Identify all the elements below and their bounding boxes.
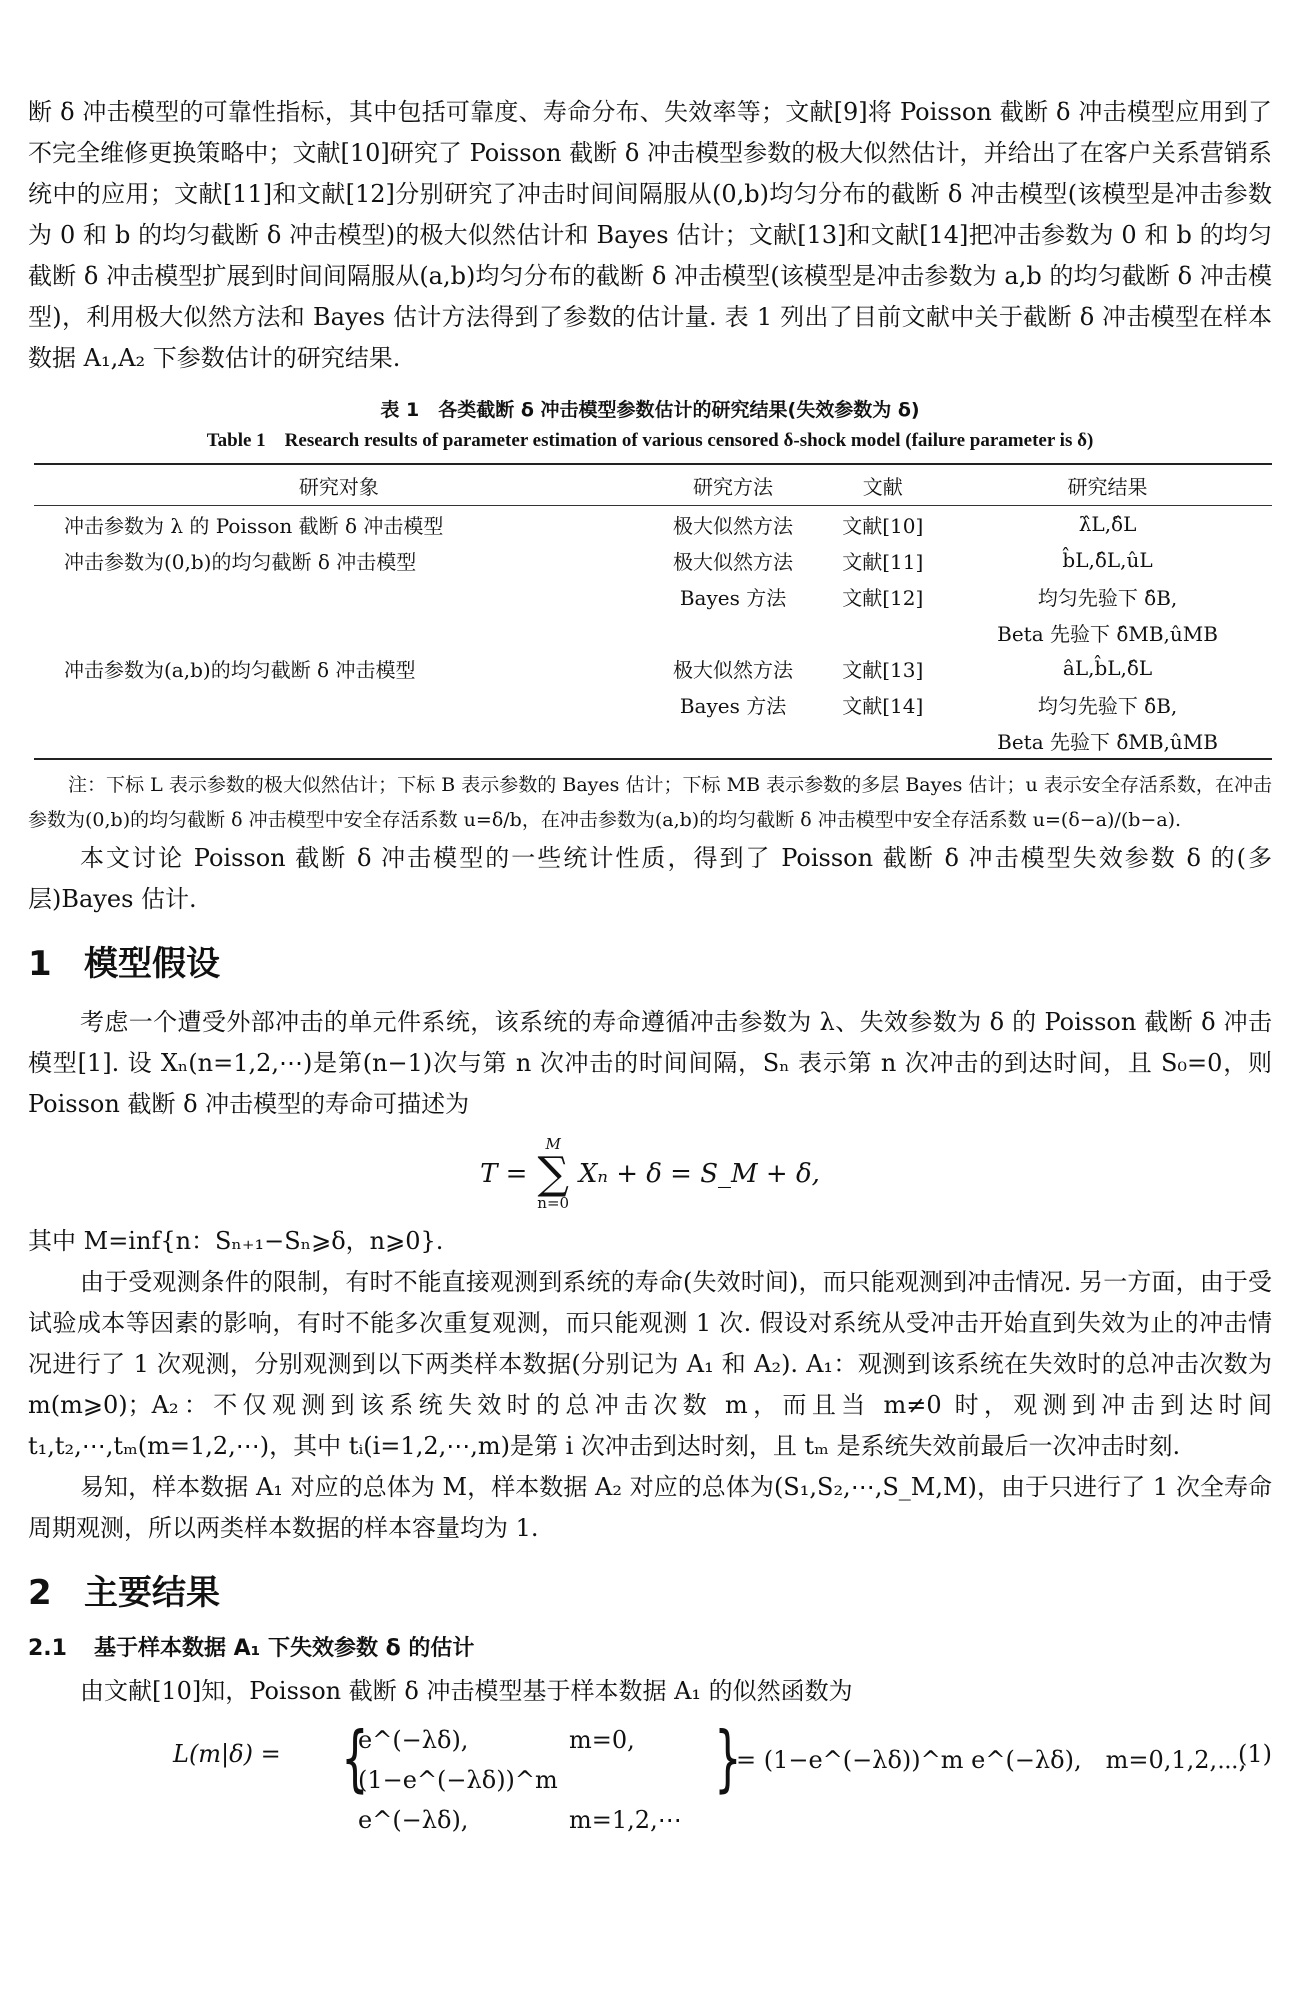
likelihood-cases [358, 1720, 682, 1840]
sum-lower-limit: n=0 [537, 1194, 570, 1212]
case-expression: (1−e^(−λδ))^m e^(−λδ), [358, 1766, 558, 1834]
cell-method [644, 614, 823, 650]
section-title: 主要结果 [84, 1573, 220, 1613]
table-note: 注：下标 L 表示参数的极大似然估计；下标 B 表示参数的 Bayes 估计；下标 MB 表示参数的多层 Bayes 估计；u 表示安全存活系数，在冲击参数为(0,b)的均匀截断 δ 冲击模型中安全存活系数 u=δ/b，在冲击参数为(a,b)的均匀截断 δ 冲击模型中安全存活系数 u=(δ−a)/(b−a). [28, 774, 1272, 831]
section1-paragraph-2: 其中 M=inf{n：Sₙ₊₁−Sₙ⩾δ，n⩾0}. [28, 1227, 444, 1255]
subsection-title: 基于样本数据 A₁ 下失效参数 δ 的估计 [94, 1636, 475, 1661]
subsection-heading-2-1 [28, 1631, 1272, 1667]
cell-reference: 文献[12] [842, 585, 924, 610]
lifetime-equation [28, 1135, 1272, 1213]
section-heading-1 [28, 940, 1272, 988]
section2-paragraph-1: 由文献[10]知，Poisson 截断 δ 冲击模型基于样本数据 A₁ 的似然函数为 [80, 1677, 853, 1705]
section-heading-2 [28, 1569, 1272, 1617]
equation-rhs: Xₙ + δ = S_M + δ, [578, 1159, 820, 1189]
case-condition: m=1,2,⋯ [569, 1806, 682, 1834]
cell-object [34, 686, 644, 722]
results-table [34, 463, 1272, 760]
header-method: 研究方法 [693, 474, 774, 499]
table-header-row [34, 464, 1272, 506]
likelihood-equation [28, 1716, 1272, 1834]
paper-page [28, 92, 1272, 1834]
equation-lhs: T = [480, 1159, 528, 1189]
cell-reference [822, 614, 943, 650]
cell-method: 极大似然方法 [673, 549, 794, 574]
table-caption-en: Table 1 Research results of parameter estimation of various censored δ-shock model (failure parameter is δ) [206, 430, 1094, 451]
cell-method: Bayes 方法 [679, 693, 787, 718]
likelihood-rhs: = (1−e^(−λδ))^m e^(−λδ), m=0,1,2,⋯, [736, 1746, 1247, 1774]
cell-result: Beta 先验下 δ̂MB,ûMB [997, 621, 1218, 646]
case-expression: e^(−λδ), [358, 1726, 469, 1754]
table-row [34, 722, 1272, 759]
cell-object: 冲击参数为 λ 的 Poisson 截断 δ 冲击模型 [64, 513, 444, 538]
cell-object: 冲击参数为(0,b)的均匀截断 δ 冲击模型 [64, 549, 417, 574]
cell-method: 极大似然方法 [673, 513, 794, 538]
cell-result: λ̂L,δ̂L [1078, 512, 1137, 536]
summation-symbol: M ∑ n=0 [537, 1135, 570, 1212]
section1-paragraph-3: 由于受观测条件的限制，有时不能直接观测到系统的寿命(失效时间)，而只能观测到冲击情况. 另一方面，由于受试验成本等因素的影响，有时不能多次重复观测，而只能观测 1 次. 假设对系统从受冲击开始直到失效为止的冲击情况进行了 1 次观测，分别观测到以下两类样本数据(分别记为 A₁ 和 A₂). A₁：观测到该系统在失效时的总冲击次数为 m(m⩾0)；A₂：不仅观测到该系统失效时的总冲击次数 m，而且当 m≠0 时，观测到冲击到达时间 t₁,t₂,⋯,tₘ(m=1,2,⋯)，其中 tᵢ(i=1,2,⋯,m)是第 i 次冲击到达时刻，且 tₘ 是系统失效前最后一次冲击时刻. [28, 1268, 1272, 1460]
case-row [358, 1720, 682, 1760]
cell-reference: 文献[14] [842, 693, 924, 718]
cell-result: 均匀先验下 δ̂B, [1037, 693, 1178, 718]
header-reference: 文献 [862, 474, 903, 499]
section-title: 模型假设 [84, 944, 220, 984]
table-row [34, 650, 1272, 686]
left-brace: { [341, 1716, 369, 1800]
header-object: 研究对象 [298, 474, 379, 499]
cell-reference: 文献[13] [842, 657, 924, 682]
table-row [34, 506, 1272, 543]
section-number: 1 [28, 944, 52, 984]
cell-reference: 文献[11] [842, 549, 924, 574]
table-row [34, 686, 1272, 722]
header-result: 研究结果 [1067, 474, 1148, 499]
subsection-number: 2.1 [28, 1636, 67, 1661]
cell-object [34, 578, 644, 614]
table-caption-zh: 表 1 各类截断 δ 冲击模型参数估计的研究结果(失效参数为 δ) [380, 399, 920, 421]
section1-paragraph-1: 考虑一个遭受外部冲击的单元件系统，该系统的寿命遵循冲击参数为 λ、失效参数为 δ 的 Poisson 截断 δ 冲击模型[1]. 设 Xₙ(n=1,2,⋯)是第(n−1)次与第 n 次冲击的时间间隔，Sₙ 表示第 n 次冲击的到达时间，且 S₀=0，则 Poisson 截断 δ 冲击模型的寿命可描述为 [28, 1008, 1272, 1118]
cell-result: âL,b̂L,δ̂L [1062, 656, 1153, 680]
likelihood-lhs: L(m|δ) = [173, 1740, 281, 1768]
cell-reference: 文献[10] [842, 513, 924, 538]
cell-reference [822, 722, 943, 759]
case-row [358, 1760, 682, 1840]
cell-object [34, 614, 644, 650]
table-row [34, 542, 1272, 578]
cell-result: 均匀先验下 δ̂B, [1037, 585, 1178, 610]
cell-method: 极大似然方法 [673, 657, 794, 682]
case-condition: m=0, [569, 1726, 635, 1754]
equation-number: (1) [1238, 1740, 1272, 1768]
paragraph-summary: 本文讨论 Poisson 截断 δ 冲击模型的一些统计性质，得到了 Poisson 截断 δ 冲击模型失效参数 δ 的(多层)Bayes 估计. [28, 844, 1272, 913]
intro-paragraph: 断 δ 冲击模型的可靠性指标，其中包括可靠度、寿命分布、失效率等；文献[9]将 Poisson 截断 δ 冲击模型应用到了不完全维修更换策略中；文献[10]研究了 Poisson 截断 δ 冲击模型参数的极大似然估计，并给出了在客户关系营销系统中的应用；文献[11]和文献[12]分别研究了冲击时间间隔服从(0,b)均匀分布的截断 δ 冲击模型(该模型是冲击参数为 0 和 b 的均匀截断 δ 冲击模型)的极大似然估计和 Bayes 估计；文献[13]和文献[14]把冲击参数为 0 和 b 的均匀截断 δ 冲击模型扩展到时间间隔服从(a,b)均匀分布的截断 δ 冲击模型(该模型是冲击参数为 a,b 的均匀截断 δ 冲击模型)，利用极大似然方法和 Bayes 估计方法得到了参数的估计量. 表 1 列出了目前文献中关于截断 δ 冲击模型在样本数据 A₁,A₂ 下参数估计的研究结果. [28, 98, 1272, 372]
cell-method: Bayes 方法 [679, 585, 787, 610]
right-brace: } [714, 1716, 742, 1800]
cell-object: 冲击参数为(a,b)的均匀截断 δ 冲击模型 [64, 657, 416, 682]
cell-result: b̂L,δ̂L,ûL [1062, 548, 1153, 572]
section1-paragraph-4: 易知，样本数据 A₁ 对应的总体为 M，样本数据 A₂ 对应的总体为(S₁,S₂,⋯,S_M,M)，由于只进行了 1 次全寿命周期观测，所以两类样本数据的样本容量均为 1. [28, 1473, 1272, 1542]
sum-upper-limit: M [545, 1135, 561, 1153]
cell-object [34, 722, 644, 759]
table-row [34, 578, 1272, 614]
section-number: 2 [28, 1573, 52, 1613]
cell-result: Beta 先验下 δ̂MB,ûMB [997, 729, 1218, 754]
table-row [34, 614, 1272, 650]
cell-method [644, 722, 823, 759]
